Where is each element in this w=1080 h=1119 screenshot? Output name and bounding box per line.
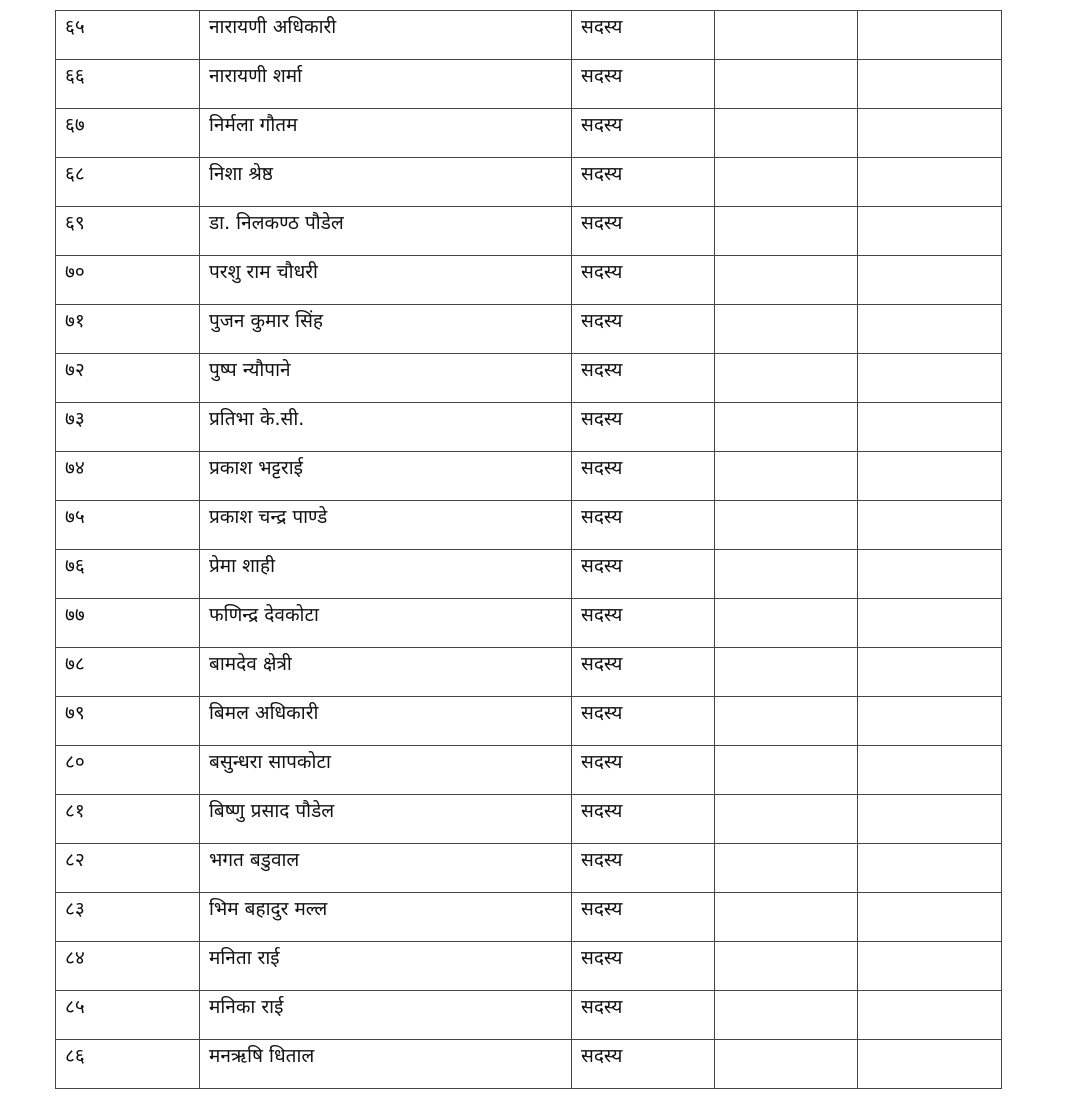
member-name: बसुन्धरा सापकोटा [209,751,331,773]
member-name: मनिता राई [209,947,280,969]
member-name: निर्मला गौतम [209,114,298,136]
table-row [56,11,1002,60]
empty-cell [858,746,1002,795]
empty-cell [715,942,858,991]
empty-cell [715,403,858,452]
table-row [56,550,1002,599]
name-cell [200,403,572,452]
empty-cell [858,354,1002,403]
name-cell [200,158,572,207]
name-cell [200,599,572,648]
member-position: सदस्य [581,310,623,332]
serial-number: ७१ [65,310,85,332]
empty-cell [858,844,1002,893]
table-row [56,501,1002,550]
member-name: मनिका राई [209,996,284,1018]
serial-number: ८५ [65,996,85,1018]
name-cell [200,207,572,256]
empty-cell [858,207,1002,256]
member-position: सदस्य [581,163,623,185]
table-row [56,207,1002,256]
member-name: प्रकाश चन्द्र पाण्डे [209,506,328,528]
empty-cell [715,795,858,844]
name-cell [200,648,572,697]
member-position: सदस्य [581,653,623,675]
serial-cell [56,60,200,109]
table-row [56,942,1002,991]
empty-cell [858,11,1002,60]
member-table-body [56,11,1002,1089]
serial-number: ७० [65,261,85,283]
empty-cell [715,256,858,305]
serial-cell [56,893,200,942]
position-cell [572,844,715,893]
empty-cell [715,501,858,550]
position-cell [572,501,715,550]
serial-cell [56,256,200,305]
serial-cell [56,746,200,795]
serial-number: ७३ [65,408,85,430]
table-row [56,844,1002,893]
member-name: पुजन कुमार सिंह [209,310,324,332]
name-cell [200,893,572,942]
name-cell [200,991,572,1040]
empty-cell [715,109,858,158]
empty-cell [858,109,1002,158]
table-row [56,256,1002,305]
position-cell [572,893,715,942]
member-name: भिम बहादुर मल्ल [209,898,328,920]
name-cell [200,305,572,354]
table-row [56,305,1002,354]
serial-cell [56,207,200,256]
table-row [56,991,1002,1040]
empty-cell [858,599,1002,648]
serial-number: ७५ [65,506,85,528]
empty-cell [715,991,858,1040]
table-row [56,893,1002,942]
empty-cell [858,60,1002,109]
serial-cell [56,844,200,893]
serial-cell [56,403,200,452]
member-name: पुष्प न्यौपाने [209,359,291,381]
serial-cell [56,452,200,501]
serial-number: ६५ [65,16,85,38]
serial-cell [56,942,200,991]
serial-number: ६९ [65,212,85,234]
position-cell [572,550,715,599]
member-name: नारायणी अधिकारी [209,16,337,38]
member-name: परशु राम चौधरी [209,261,318,283]
empty-cell [715,452,858,501]
empty-cell [858,305,1002,354]
empty-cell [858,697,1002,746]
empty-cell [715,844,858,893]
serial-cell [56,795,200,844]
member-position: सदस्य [581,1045,623,1067]
table-row [56,452,1002,501]
serial-number: ८१ [65,800,85,822]
position-cell [572,599,715,648]
member-name: प्रेमा शाही [209,555,275,577]
table-row [56,697,1002,746]
member-position: सदस्य [581,506,623,528]
position-cell [572,354,715,403]
name-cell [200,1040,572,1089]
name-cell [200,452,572,501]
serial-cell [56,501,200,550]
position-cell [572,1040,715,1089]
position-cell [572,403,715,452]
member-name: भगत बडुवाल [209,849,300,871]
table-row [56,354,1002,403]
member-name: बिमल अधिकारी [209,702,319,724]
member-position: सदस्य [581,65,623,87]
member-name: प्रतिभा के.सी. [209,408,305,430]
name-cell [200,746,572,795]
empty-cell [858,893,1002,942]
name-cell [200,109,572,158]
member-position: सदस्य [581,800,623,822]
name-cell [200,844,572,893]
empty-cell [858,256,1002,305]
member-position: सदस्य [581,751,623,773]
position-cell [572,256,715,305]
member-position: सदस्य [581,16,623,38]
empty-cell [858,550,1002,599]
serial-number: ७४ [65,457,85,479]
serial-number: ८३ [65,898,85,920]
member-name: फणिन्द्र देवकोटा [209,604,319,626]
table-row [56,599,1002,648]
serial-number: ८० [65,751,85,773]
serial-number: ७८ [65,653,85,675]
position-cell [572,60,715,109]
member-position: सदस्य [581,849,623,871]
position-cell [572,648,715,697]
name-cell [200,942,572,991]
position-cell [572,452,715,501]
serial-number: ६७ [65,114,85,136]
serial-number: ८२ [65,849,85,871]
serial-number: ७६ [65,555,85,577]
member-position: सदस्य [581,996,623,1018]
table-row [56,403,1002,452]
member-table [55,10,1002,1089]
empty-cell [858,403,1002,452]
table-row [56,795,1002,844]
empty-cell [858,991,1002,1040]
member-position: सदस्य [581,702,623,724]
member-position: सदस्य [581,408,623,430]
serial-number: ७९ [65,702,85,724]
serial-number: ७७ [65,604,85,626]
empty-cell [715,550,858,599]
empty-cell [715,697,858,746]
empty-cell [715,354,858,403]
name-cell [200,256,572,305]
member-position: सदस्य [581,457,623,479]
table-row [56,648,1002,697]
member-name: मनऋषि धिताल [209,1045,315,1067]
position-cell [572,746,715,795]
empty-cell [715,60,858,109]
serial-cell [56,991,200,1040]
empty-cell [715,599,858,648]
serial-cell [56,11,200,60]
name-cell [200,697,572,746]
serial-cell [56,305,200,354]
serial-number: ८४ [65,947,85,969]
position-cell [572,11,715,60]
name-cell [200,354,572,403]
serial-cell [56,599,200,648]
member-position: सदस्य [581,261,623,283]
empty-cell [715,648,858,697]
member-name: बिष्णु प्रसाद पौडेल [209,800,335,822]
member-position: सदस्य [581,947,623,969]
member-position: सदस्य [581,898,623,920]
empty-cell [858,452,1002,501]
empty-cell [858,648,1002,697]
empty-cell [858,1040,1002,1089]
position-cell [572,305,715,354]
member-position: सदस्य [581,359,623,381]
serial-cell [56,354,200,403]
serial-number: ६८ [65,163,85,185]
member-name: निशा श्रेष्ठ [209,163,273,185]
empty-cell [715,207,858,256]
empty-cell [858,158,1002,207]
name-cell [200,60,572,109]
position-cell [572,697,715,746]
position-cell [572,109,715,158]
table-row [56,746,1002,795]
position-cell [572,942,715,991]
serial-cell [56,648,200,697]
serial-cell [56,109,200,158]
member-position: सदस्य [581,555,623,577]
serial-cell [56,1040,200,1089]
name-cell [200,501,572,550]
table-row [56,60,1002,109]
serial-number: ६६ [65,65,85,87]
serial-cell [56,158,200,207]
position-cell [572,991,715,1040]
serial-number: ८६ [65,1045,85,1067]
empty-cell [858,795,1002,844]
empty-cell [715,11,858,60]
member-name: नारायणी शर्मा [209,65,303,87]
position-cell [572,207,715,256]
name-cell [200,11,572,60]
table-row [56,1040,1002,1089]
empty-cell [715,158,858,207]
serial-cell [56,697,200,746]
member-name: प्रकाश भट्टराई [209,457,303,479]
serial-number: ७२ [65,359,85,381]
position-cell [572,158,715,207]
empty-cell [858,501,1002,550]
empty-cell [715,1040,858,1089]
member-position: सदस्य [581,604,623,626]
member-name: बामदेव क्षेत्री [209,653,292,675]
member-position: सदस्य [581,114,623,136]
name-cell [200,795,572,844]
position-cell [572,795,715,844]
member-name: डा. निलकण्ठ पौडेल [209,212,344,234]
member-position: सदस्य [581,212,623,234]
table-row [56,109,1002,158]
empty-cell [858,942,1002,991]
name-cell [200,550,572,599]
serial-cell [56,550,200,599]
empty-cell [715,746,858,795]
empty-cell [715,893,858,942]
empty-cell [715,305,858,354]
table-row [56,158,1002,207]
